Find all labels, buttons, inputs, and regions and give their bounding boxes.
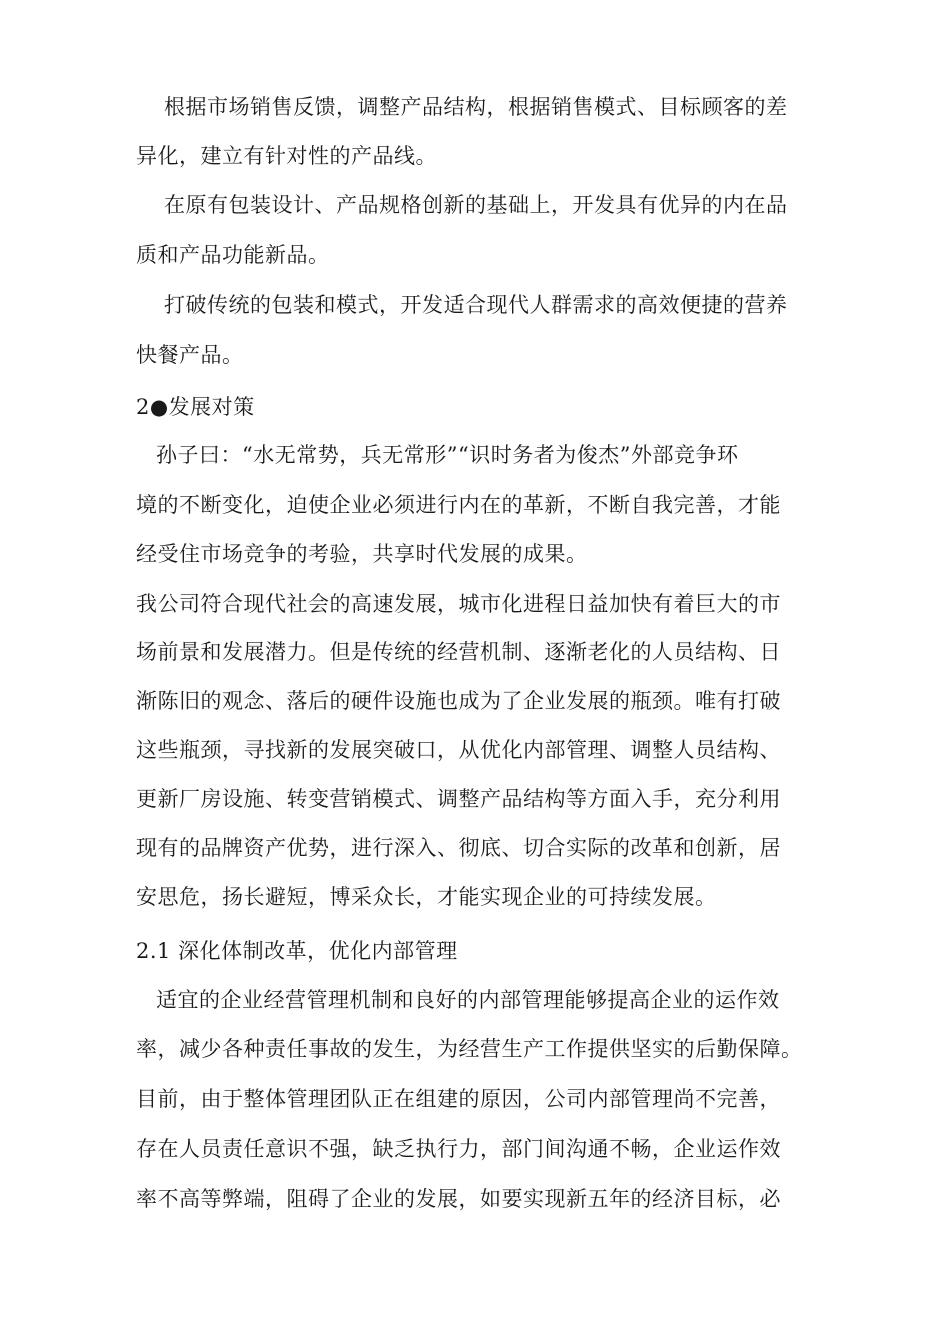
subsection-heading: 2.1 深化体制改革，优化内部管理 xyxy=(136,939,458,963)
text-line: 适宜的企业经营管理机制和良好的内部管理能够提高企业的运作效 xyxy=(156,988,780,1012)
text-line: 我公司符合现代社会的高速发展，城市化进程日益加快有着巨大的市 xyxy=(136,592,781,616)
text-line: 率，减少各种责任事故的发生，为经营生产工作提供坚实的后勤保障。 xyxy=(136,1037,803,1061)
section-heading: 2●发展对策 xyxy=(136,395,255,419)
text-line: 现有的品牌资产优势，进行深入、彻底、切合实际的改革和创新，居 xyxy=(136,836,781,860)
text-line: 质和产品功能新品。 xyxy=(136,243,330,267)
text-line: 安思危，扬长避短，博采众长，才能实现企业的可持续发展。 xyxy=(136,885,717,909)
text-line: 渐陈旧的观念、落后的硬件设施也成为了企业发展的瓶颈。唯有打破 xyxy=(136,689,781,713)
text-line: 打破传统的包装和模式，开发适合现代人群需求的高效便捷的营养 xyxy=(164,293,788,317)
text-line: 存在人员责任意识不强，缺乏执行力，部门间沟通不畅，企业运作效 xyxy=(136,1137,781,1161)
text-line: 场前景和发展潜力。但是传统的经营机制、逐渐老化的人员结构、日 xyxy=(136,640,781,664)
text-line: 异化，建立有针对性的产品线。 xyxy=(136,144,437,168)
text-line: 快餐产品。 xyxy=(136,343,244,367)
text-line: 率不高等弊端，阻碍了企业的发展，如要实现新五年的经济目标，必 xyxy=(136,1187,781,1211)
text-line: 目前，由于整体管理团队正在组建的原因，公司内部管理尚不完善， xyxy=(136,1087,781,1111)
text-line: 这些瓶颈，寻找新的发展突破口，从优化内部管理、调整人员结构、 xyxy=(136,738,781,762)
text-line: 孙子曰：“水无常势，兵无常形”“识时务者为俊杰”外部竞争环 xyxy=(156,443,739,467)
text-line: 经受住市场竞争的考验，共享时代发展的成果。 xyxy=(136,542,588,566)
text-line: 在原有包装设计、产品规格创新的基础上，开发具有优异的内在品 xyxy=(164,193,788,217)
text-line: 更新厂房设施、转变营销模式、调整产品结构等方面入手，充分利用 xyxy=(136,787,781,811)
text-line: 根据市场销售反馈，调整产品结构，根据销售模式、目标顾客的差 xyxy=(164,95,788,119)
text-line: 境的不断变化，迫使企业必须进行内在的革新，不断自我完善，才能 xyxy=(136,493,781,517)
